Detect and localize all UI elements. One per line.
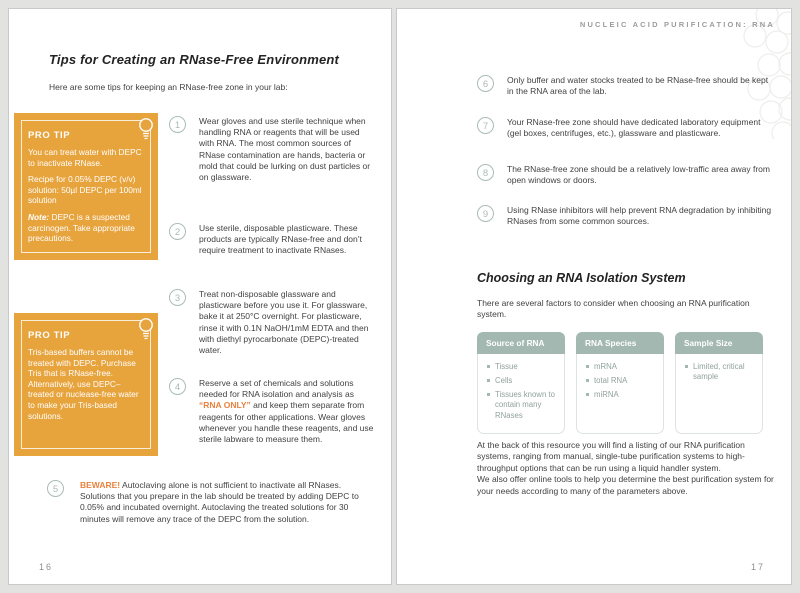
card-bullet: Cells bbox=[487, 376, 556, 386]
step-number-badge: 6 bbox=[477, 75, 494, 92]
pro-tip-paragraph: Recipe for 0.05% DEPC (v/v) solution: 50µl DEPC per 100ml solution bbox=[28, 174, 142, 206]
step-item bbox=[477, 75, 777, 97]
step-text: BEWARE! Autoclaving alone is not sufficient to inactivate all RNases. Solutions that you prepare in the lab should be treated by adding DEPC to 0.05% and incubated overnight. Autoclaving the treated solutions for 30 minutes will remove any trace of the DEPC from the solution. bbox=[80, 480, 359, 524]
pro-tip-paragraph: Tris-based buffers cannot be treated with DEPC. Purchase Tris that is RNase-free. Alternatively, use DEPC–treated or nuclease-free water to make your Tris-based solutions. bbox=[28, 347, 139, 421]
outro-paragraph: At the back of this resource you will find a listing of our RNA purification systems, ranging from manual, single-tube purification systems to high-throughput options that can be run using a liquid handler system. bbox=[477, 440, 745, 473]
bullet-marker bbox=[487, 365, 490, 368]
section-intro: There are several factors to consider when choosing an RNA purification system. bbox=[477, 298, 750, 320]
bullet-marker bbox=[586, 365, 589, 368]
bullet-marker bbox=[586, 379, 589, 382]
page-intro: Here are some tips for keeping an RNase-free zone in your lab: bbox=[49, 82, 288, 92]
step-number-badge: 5 bbox=[47, 480, 64, 497]
page-left bbox=[8, 8, 392, 585]
card-body bbox=[577, 354, 663, 412]
step-item bbox=[477, 117, 777, 139]
step-text: Wear gloves and use sterile technique when handling RNA or reagents that will be used with RNA. The most common sources of RNase contamination are hands, bacteria or mold that could be lurking on dust particles or on glassware. bbox=[199, 116, 371, 183]
step-number-badge: 8 bbox=[477, 164, 494, 181]
pro-tip-text bbox=[28, 347, 144, 421]
bullet-marker bbox=[487, 393, 490, 396]
card-bullet: miRNA bbox=[586, 390, 655, 400]
pro-tip-box-tris bbox=[14, 313, 158, 456]
step-text: The RNase-free zone should be a relatively low-traffic area away from open windows or doors. bbox=[507, 164, 770, 186]
lightbulb-icon bbox=[135, 315, 157, 345]
step-item bbox=[169, 289, 381, 356]
page-number-right: 17 bbox=[750, 562, 765, 572]
pro-tip-paragraph: Note: DEPC is a suspected carcinogen. Take appropriate precautions. bbox=[28, 212, 135, 244]
step-item bbox=[169, 223, 381, 257]
step-text: Only buffer and water stocks treated to be RNase-free should be kept in the RNA area of the lab. bbox=[507, 75, 769, 97]
step-item bbox=[169, 116, 381, 183]
lightbulb-icon bbox=[135, 115, 157, 145]
section-title: Choosing an RNA Isolation System bbox=[477, 271, 686, 285]
card-body bbox=[478, 354, 564, 433]
outro-paragraph: We also offer online tools to help you determine the best purification system for your needs according to many of the parameters above. bbox=[477, 474, 774, 496]
step-item bbox=[477, 164, 777, 186]
card-header: Sample Size bbox=[675, 332, 763, 354]
factor-card bbox=[675, 332, 763, 434]
factor-card bbox=[576, 332, 664, 434]
page-title: Tips for Creating an RNase-Free Environment bbox=[49, 52, 340, 67]
step-text: Use sterile, disposable plasticware. These products are typically RNase-free and don’t require treatment to inactivate RNases. bbox=[199, 223, 362, 256]
page-right bbox=[396, 8, 792, 585]
card-header: RNA Species bbox=[576, 332, 664, 354]
page-number-left: 16 bbox=[39, 562, 54, 572]
running-head: NUCLEIC ACID PURIFICATION: RNA bbox=[579, 20, 775, 29]
step-item bbox=[169, 378, 381, 445]
step-number-badge: 2 bbox=[169, 223, 186, 240]
step-item bbox=[477, 205, 777, 227]
step-text: Your RNase-free zone should have dedicated laboratory equipment (gel boxes, centrifuges, etc.), glassware and plasticware. bbox=[507, 117, 761, 139]
bullet-marker bbox=[685, 365, 688, 368]
card-bullet: mRNA bbox=[586, 362, 655, 372]
card-body bbox=[676, 354, 762, 394]
card-header: Source of RNA bbox=[477, 332, 565, 354]
step-text: Reserve a set of chemicals and solutions needed for RNA isolation and analysis as “RNA ONLY” and keep them separate from reagents for other applications. Wear gloves whenever you handle these reagents, and use sterile labware to measure them. bbox=[199, 378, 374, 445]
pro-tip-paragraph: You can treat water with DEPC to inactivate RNase. bbox=[28, 147, 142, 168]
card-bullet: total RNA bbox=[586, 376, 655, 386]
step-number-badge: 9 bbox=[477, 205, 494, 222]
pro-tip-text bbox=[28, 147, 144, 244]
factor-cards bbox=[477, 332, 763, 434]
step-number-badge: 4 bbox=[169, 378, 186, 395]
step-text: Treat non-disposable glassware and plasticware before you use it. For glassware, bake it at 250°C overnight. For plasticware, rinse it with 0.1N NaOH/1mM EDTA and then with diethyl pyrocarbonate (DEPC)-treated water. bbox=[199, 289, 369, 356]
card-bullet: Tissues known to contain many RNases bbox=[487, 390, 556, 420]
bullet-marker bbox=[487, 379, 490, 382]
card-bullet: Tissue bbox=[487, 362, 556, 372]
factor-card bbox=[477, 332, 565, 434]
step-item bbox=[47, 480, 365, 525]
step-number-badge: 1 bbox=[169, 116, 186, 133]
section-outro bbox=[477, 440, 777, 497]
step-text: Using RNase inhibitors will help prevent RNA degradation by inhibiting RNases from some common sources. bbox=[507, 205, 772, 227]
card-bullet: Limited, critical sample bbox=[685, 362, 754, 382]
step-number-badge: 3 bbox=[169, 289, 186, 306]
bullet-marker bbox=[586, 393, 589, 396]
step-number-badge: 7 bbox=[477, 117, 494, 134]
pro-tip-label: PRO TIP bbox=[28, 130, 71, 141]
pro-tip-box-depc bbox=[14, 113, 158, 260]
pro-tip-label: PRO TIP bbox=[28, 330, 71, 341]
